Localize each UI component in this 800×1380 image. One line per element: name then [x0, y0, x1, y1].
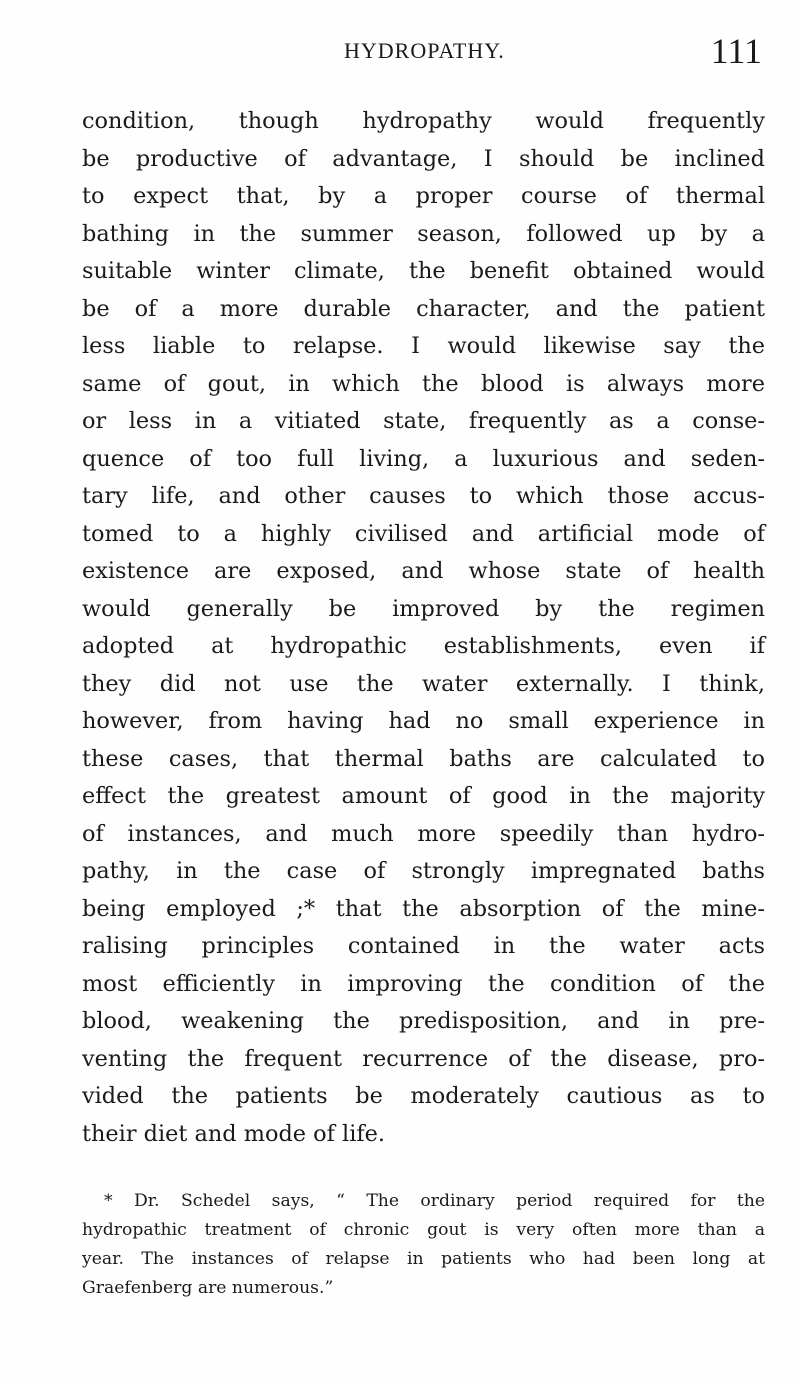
- text-line: be productive of advantage, I should be inclined: [82, 145, 765, 172]
- text-line: venting the frequent recurrence of the disease, pro-: [82, 1045, 765, 1072]
- text-line: effect the greatest amount of good in the majority: [82, 783, 765, 809]
- text-line: suitable winter climate, the benefit obtained would: [82, 258, 765, 284]
- running-head: [82, 30, 762, 74]
- text-line: adopted at hydropathic establishments, even if: [82, 633, 765, 659]
- footnote-line: hydropathic treatment of chronic gout is very often more than a: [82, 1220, 765, 1240]
- text-line: condition, though hydropathy would frequently: [82, 108, 765, 134]
- footnote-line: year. The instances of relapse in patients who had been long at: [82, 1249, 765, 1269]
- text-line: tary life, and other causes to which those accus-: [82, 483, 765, 509]
- footnote: [82, 1187, 765, 1303]
- text-line: quence of too full living, a luxurious and seden-: [82, 445, 765, 472]
- text-line: would generally be improved by the regimen: [82, 595, 765, 622]
- text-line: same of gout, in which the blood is always more: [82, 370, 765, 397]
- text-line: ralising principles contained in the water acts: [82, 933, 765, 959]
- text-line: their diet and mode of life.: [82, 1120, 386, 1147]
- footnote-line: * Dr. Schedel says, “ The ordinary period required for the: [104, 1191, 765, 1211]
- text-line: being employed ;* that the absorption of the mine-: [82, 895, 765, 922]
- text-line: however, from having had no small experience in: [82, 708, 765, 734]
- text-line: to expect that, by a proper course of thermal: [82, 183, 765, 209]
- footnote-line: Graefenberg are numerous.”: [82, 1278, 334, 1298]
- body-paragraph: [82, 103, 765, 1153]
- text-line: they did not use the water externally. I think,: [82, 670, 765, 697]
- text-line: tomed to a highly civilised and artificial mode of: [82, 520, 765, 547]
- text-line: most efficiently in improving the condition of the: [82, 970, 765, 997]
- text-line: of instances, and much more speedily than hydro-: [82, 820, 765, 847]
- page-number: 111: [710, 31, 762, 71]
- running-title: HYDROPATHY.: [344, 38, 505, 63]
- text-line: blood, weakening the predisposition, and in pre-: [82, 1008, 765, 1034]
- text-line: pathy, in the case of strongly impregnated baths: [82, 858, 765, 884]
- text-line: less liable to relapse. I would likewise say the: [82, 333, 765, 359]
- text-line: existence are exposed, and whose state of health: [82, 558, 765, 584]
- text-line: these cases, that thermal baths are calculated to: [82, 745, 765, 772]
- text-line: vided the patients be moderately cautious as to: [82, 1083, 765, 1109]
- text-line: be of a more durable character, and the patient: [82, 295, 765, 322]
- text-line: or less in a vitiated state, frequently as a conse-: [82, 408, 765, 434]
- text-line: bathing in the summer season, followed up by a: [82, 220, 765, 247]
